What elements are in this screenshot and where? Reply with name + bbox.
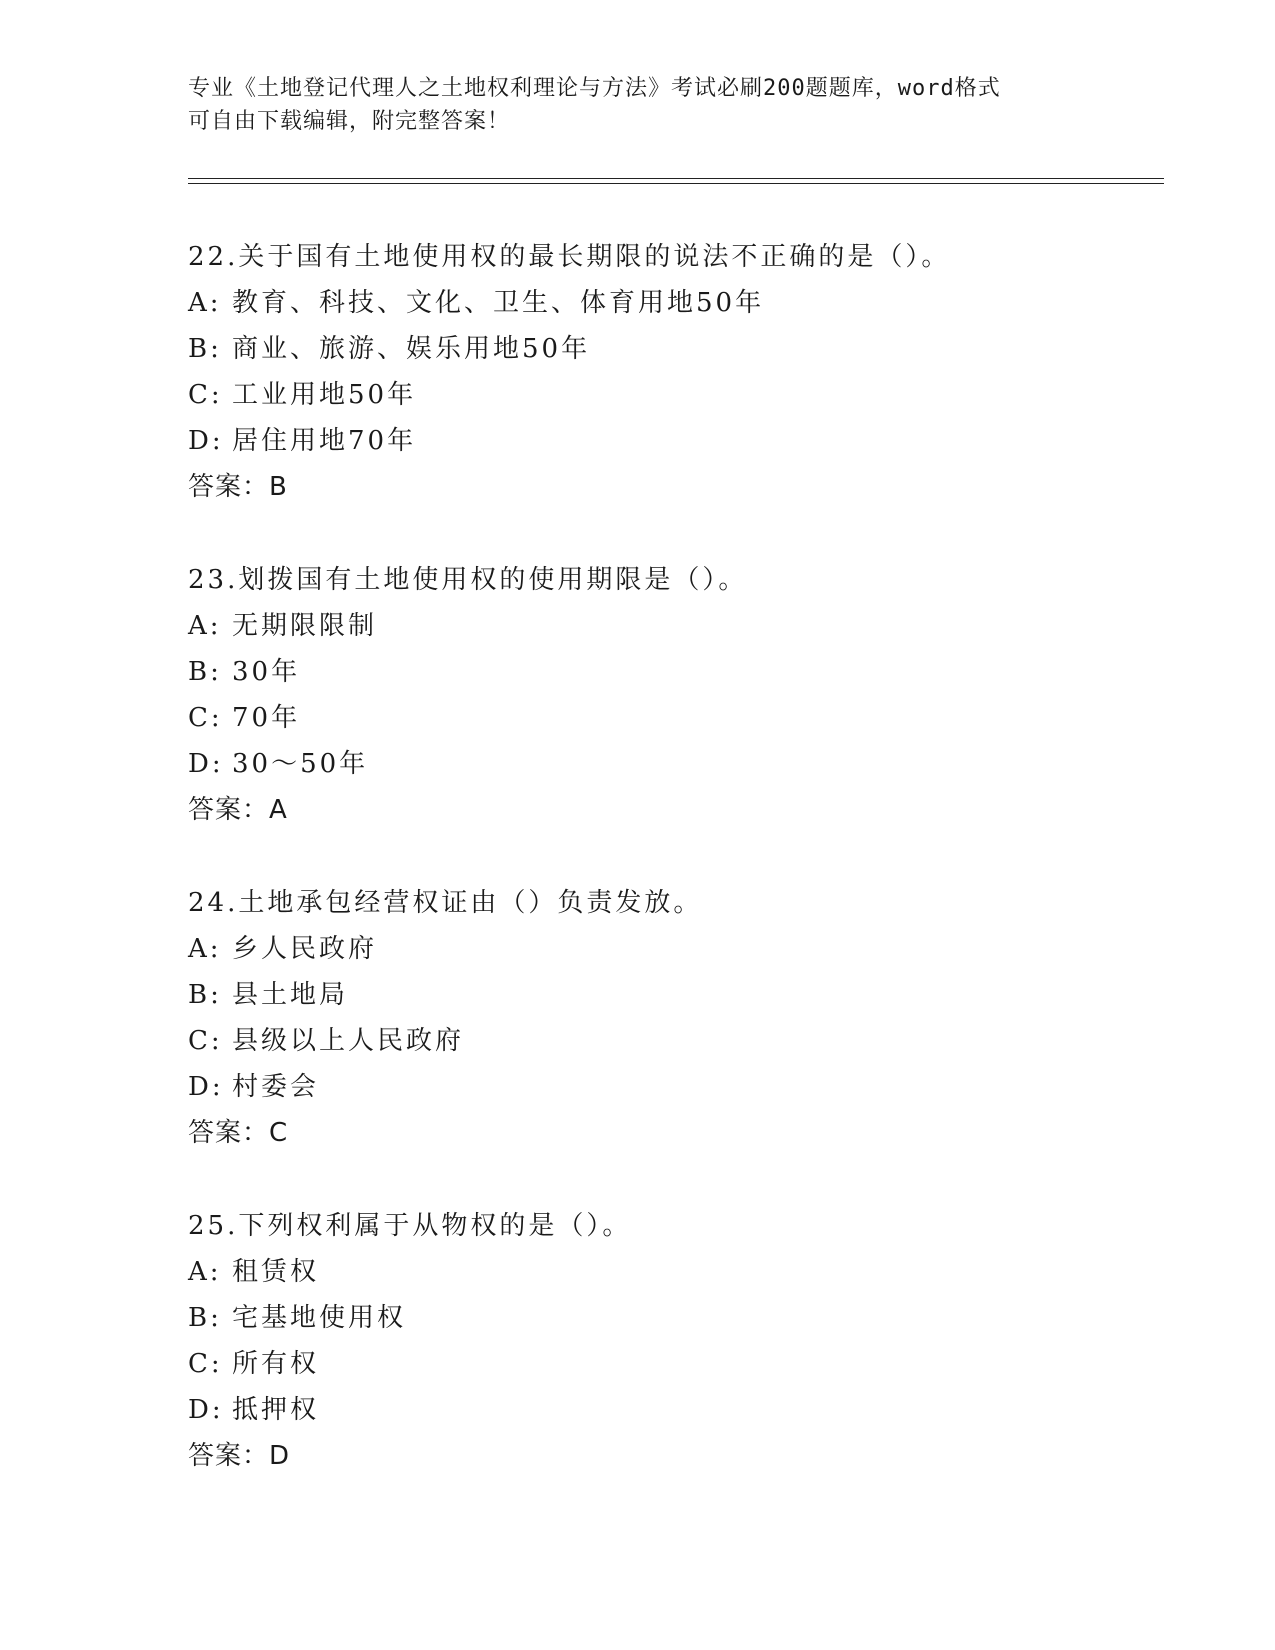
answer-line: 答案：C: [188, 1118, 289, 1148]
option-c: [188, 1018, 1138, 1064]
option-key: A:: [188, 934, 222, 964]
option-text: 宅基地使用权: [232, 1303, 407, 1333]
answer-line: 答案：B: [188, 472, 288, 502]
option-c: [188, 1341, 1138, 1387]
option-a: [188, 603, 1138, 649]
question-24: [188, 880, 1138, 1156]
option-text: 商业、旅游、娱乐用地50年: [232, 334, 591, 364]
option-text: 租赁权: [232, 1257, 320, 1287]
option-b: [188, 649, 1138, 695]
header-divider-top: [188, 178, 1164, 179]
question-stem: 22.关于国有土地使用权的最长期限的说法不正确的是（）。: [188, 242, 951, 272]
option-c: [188, 695, 1138, 741]
option-text: 居住用地70年: [232, 426, 417, 456]
option-key: C:: [188, 380, 223, 410]
option-text: 70年: [232, 703, 301, 733]
option-text: 乡人民政府: [232, 934, 378, 964]
document-header: [188, 72, 1088, 138]
question-stem: 25.下列权利属于从物权的是（）。: [188, 1211, 632, 1241]
option-key: A:: [188, 611, 222, 641]
option-key: A:: [188, 288, 222, 318]
option-text: 县级以上人民政府: [232, 1026, 465, 1056]
option-key: B:: [188, 1303, 222, 1333]
option-key: D:: [188, 1072, 224, 1102]
option-b: [188, 326, 1138, 372]
question-stem: 23.划拨国有土地使用权的使用期限是（）。: [188, 565, 748, 595]
option-b: [188, 1295, 1138, 1341]
option-d: [188, 1387, 1138, 1433]
option-key: B:: [188, 334, 222, 364]
option-a: [188, 926, 1138, 972]
option-key: C:: [188, 1026, 223, 1056]
option-key: A:: [188, 1257, 222, 1287]
option-c: [188, 372, 1138, 418]
option-text: 所有权: [232, 1349, 320, 1379]
option-text: 30～50年: [232, 749, 369, 779]
question-stem: 24.土地承包经营权证由（）负责发放。: [188, 888, 703, 918]
option-key: C:: [188, 703, 223, 733]
option-text: 无期限限制: [232, 611, 378, 641]
option-key: B:: [188, 980, 222, 1010]
header-line-2: 可自由下载编辑，附完整答案！: [188, 109, 511, 134]
header-line-1: 专业《土地登记代理人之土地权利理论与方法》考试必刷200题题库，word格式: [188, 76, 1001, 101]
option-text: 县土地局: [232, 980, 349, 1010]
option-text: 抵押权: [232, 1395, 320, 1425]
header-divider-bottom: [188, 183, 1164, 184]
answer-line: 答案：D: [188, 1441, 291, 1471]
option-d: [188, 741, 1138, 787]
option-a: [188, 280, 1138, 326]
option-text: 村委会: [232, 1072, 320, 1102]
option-key: D:: [188, 749, 224, 779]
option-text: 教育、科技、文化、卫生、体育用地50年: [232, 288, 765, 318]
option-b: [188, 972, 1138, 1018]
answer-line: 答案：A: [188, 795, 288, 825]
option-key: D:: [188, 426, 224, 456]
option-key: C:: [188, 1349, 223, 1379]
question-25: [188, 1203, 1138, 1479]
question-22: [188, 234, 1138, 510]
question-23: [188, 557, 1138, 833]
option-a: [188, 1249, 1138, 1295]
option-text: 30年: [232, 657, 301, 687]
question-list: [188, 234, 1138, 1526]
option-d: [188, 418, 1138, 464]
option-d: [188, 1064, 1138, 1110]
option-text: 工业用地50年: [232, 380, 417, 410]
option-key: D:: [188, 1395, 224, 1425]
option-key: B:: [188, 657, 222, 687]
